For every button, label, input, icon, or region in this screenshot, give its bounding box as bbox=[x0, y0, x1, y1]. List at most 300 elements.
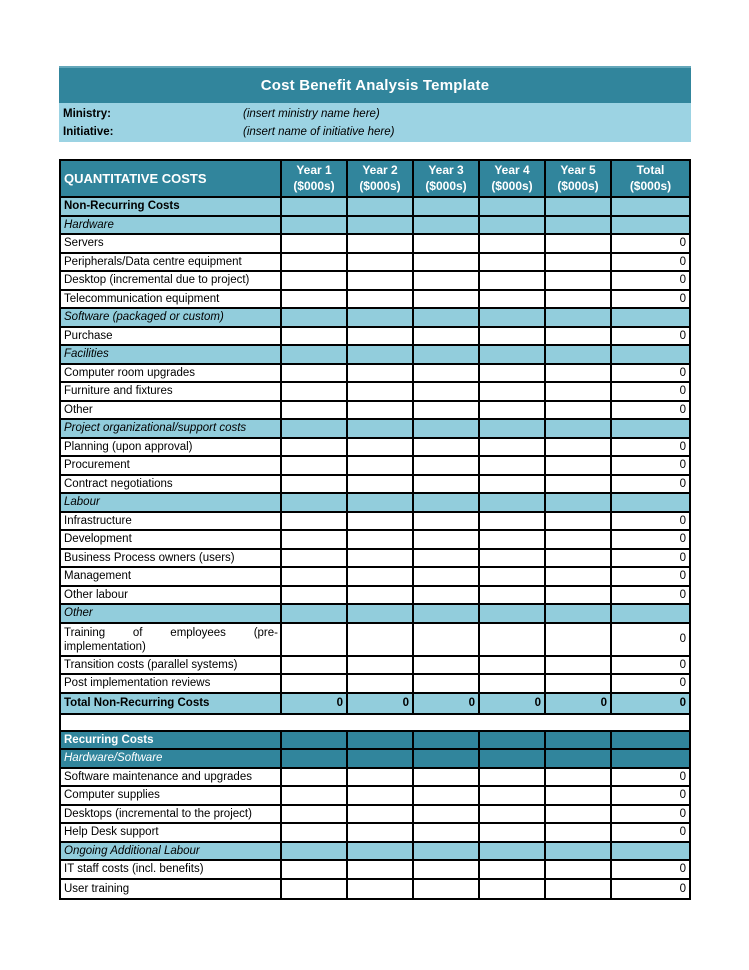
year-4-cell[interactable] bbox=[480, 476, 546, 493]
year-3-cell bbox=[414, 420, 480, 437]
year-4-cell[interactable] bbox=[480, 254, 546, 271]
row-label: Computer supplies bbox=[61, 787, 282, 804]
table-row bbox=[61, 750, 689, 769]
row-label: Infrastructure bbox=[61, 513, 282, 530]
total-cell: 0 bbox=[612, 513, 689, 530]
column-title: Year 5 bbox=[560, 162, 596, 177]
year-4-cell[interactable] bbox=[480, 824, 546, 841]
row-label: Total Non-Recurring Costs bbox=[61, 694, 282, 713]
spacer-cell bbox=[61, 715, 689, 730]
total-cell: 0 bbox=[612, 587, 689, 604]
row-label: Telecommunication equipment bbox=[61, 291, 282, 308]
year-3-cell bbox=[414, 346, 480, 363]
table-row bbox=[61, 694, 689, 715]
table-row bbox=[61, 657, 689, 676]
year-3-cell bbox=[414, 732, 480, 749]
row-label: Hardware bbox=[61, 217, 282, 234]
column-subtitle: ($000s) bbox=[491, 178, 533, 193]
year-3-cell[interactable] bbox=[414, 624, 480, 655]
row-label: Labour bbox=[61, 494, 282, 511]
year-4-cell[interactable] bbox=[480, 550, 546, 567]
year-3-cell[interactable] bbox=[414, 254, 480, 271]
year-5-cell[interactable] bbox=[546, 328, 612, 345]
year-5-cell bbox=[546, 217, 612, 234]
year-2-cell[interactable] bbox=[348, 824, 414, 841]
total-cell bbox=[612, 750, 689, 767]
year-5-cell bbox=[546, 198, 612, 215]
table-row bbox=[61, 383, 689, 402]
total-cell bbox=[612, 198, 689, 215]
year-3-cell[interactable] bbox=[414, 806, 480, 823]
row-label: Training of employees (pre-implementation) bbox=[61, 624, 282, 655]
year-1-cell[interactable] bbox=[282, 235, 348, 252]
year-5-cell[interactable] bbox=[546, 568, 612, 585]
year-3-cell[interactable] bbox=[414, 861, 480, 878]
year-2-cell[interactable] bbox=[348, 272, 414, 289]
year-1-cell[interactable] bbox=[282, 272, 348, 289]
year-1-cell[interactable] bbox=[282, 587, 348, 604]
year-3-cell[interactable] bbox=[414, 531, 480, 548]
year-4-cell bbox=[480, 732, 546, 749]
page-title: Cost Benefit Analysis Template bbox=[260, 77, 490, 94]
table-row bbox=[61, 439, 689, 458]
year-5-cell[interactable] bbox=[546, 824, 612, 841]
year-5-cell[interactable] bbox=[546, 880, 612, 899]
year-2-cell[interactable] bbox=[348, 624, 414, 655]
row-label: Desktops (incremental to the project) bbox=[61, 806, 282, 823]
year-5-cell[interactable] bbox=[546, 457, 612, 474]
year-3-cell[interactable] bbox=[414, 383, 480, 400]
year-2-cell[interactable] bbox=[348, 806, 414, 823]
column-subtitle: ($000s) bbox=[425, 178, 467, 193]
year-2-cell[interactable] bbox=[348, 675, 414, 692]
year-2-cell[interactable] bbox=[348, 513, 414, 530]
year-4-cell[interactable] bbox=[480, 402, 546, 419]
year-2-cell[interactable] bbox=[348, 476, 414, 493]
table-row bbox=[61, 328, 689, 347]
total-cell: 0 bbox=[612, 675, 689, 692]
row-label: Purchase bbox=[61, 328, 282, 345]
year-3-cell bbox=[414, 605, 480, 622]
row-label: Recurring Costs bbox=[61, 732, 282, 749]
year-5-cell bbox=[546, 750, 612, 767]
year-5-cell[interactable] bbox=[546, 365, 612, 382]
year-2-cell[interactable] bbox=[348, 457, 414, 474]
year-3-cell[interactable] bbox=[414, 235, 480, 252]
meta-band bbox=[59, 103, 691, 142]
total-cell bbox=[612, 843, 689, 860]
total-cell: 0 bbox=[612, 254, 689, 271]
year-1-cell bbox=[282, 420, 348, 437]
year-1-cell[interactable] bbox=[282, 328, 348, 345]
year-5-cell[interactable] bbox=[546, 254, 612, 271]
table-row bbox=[61, 365, 689, 384]
title-band bbox=[59, 66, 691, 103]
table-row bbox=[61, 587, 689, 606]
year-4-cell[interactable] bbox=[480, 513, 546, 530]
year-5-cell bbox=[546, 605, 612, 622]
year-4-cell[interactable] bbox=[480, 806, 546, 823]
table-row bbox=[61, 824, 689, 843]
table-row bbox=[61, 198, 689, 217]
column-title: Year 2 bbox=[362, 162, 398, 177]
table-row bbox=[61, 550, 689, 569]
year-4-cell[interactable] bbox=[480, 439, 546, 456]
total-cell bbox=[612, 309, 689, 326]
row-label: Software (packaged or custom) bbox=[61, 309, 282, 326]
total-cell: 0 bbox=[612, 694, 689, 713]
year-2-cell[interactable] bbox=[348, 328, 414, 345]
total-cell: 0 bbox=[612, 861, 689, 878]
year-3-cell bbox=[414, 843, 480, 860]
row-label: Hardware/Software bbox=[61, 750, 282, 767]
total-cell: 0 bbox=[612, 769, 689, 786]
year-2-cell bbox=[348, 217, 414, 234]
table-row bbox=[61, 217, 689, 236]
year-1-cell[interactable] bbox=[282, 657, 348, 674]
year-1-cell[interactable] bbox=[282, 769, 348, 786]
year-2-cell[interactable] bbox=[348, 383, 414, 400]
year-3-cell bbox=[414, 309, 480, 326]
total-cell bbox=[612, 217, 689, 234]
year-3-cell[interactable] bbox=[414, 513, 480, 530]
column-header-year-1 bbox=[282, 161, 348, 196]
year-5-cell bbox=[546, 494, 612, 511]
total-cell: 0 bbox=[612, 806, 689, 823]
year-4-cell[interactable] bbox=[480, 235, 546, 252]
table-row bbox=[61, 420, 689, 439]
ministry-row bbox=[59, 105, 691, 123]
column-title: Year 4 bbox=[494, 162, 530, 177]
total-cell: 0 bbox=[612, 328, 689, 345]
row-label: Other bbox=[61, 605, 282, 622]
table-row bbox=[61, 843, 689, 862]
total-cell: 0 bbox=[612, 476, 689, 493]
row-label: Contract negotiations bbox=[61, 476, 282, 493]
row-label: Project organizational/support costs bbox=[61, 420, 282, 437]
column-header-year-3 bbox=[414, 161, 480, 196]
year-1-cell bbox=[282, 494, 348, 511]
year-2-cell[interactable] bbox=[348, 880, 414, 899]
row-label: Computer room upgrades bbox=[61, 365, 282, 382]
table-row bbox=[61, 346, 689, 365]
total-cell: 0 bbox=[612, 457, 689, 474]
year-5-cell[interactable] bbox=[546, 806, 612, 823]
row-label: Development bbox=[61, 531, 282, 548]
year-3-cell[interactable] bbox=[414, 657, 480, 674]
year-5-cell[interactable] bbox=[546, 657, 612, 674]
year-4-cell: 0 bbox=[480, 694, 546, 713]
year-4-cell[interactable] bbox=[480, 880, 546, 899]
total-cell: 0 bbox=[612, 235, 689, 252]
column-header-year-5 bbox=[546, 161, 612, 196]
year-5-cell[interactable] bbox=[546, 787, 612, 804]
row-label: Furniture and fixtures bbox=[61, 383, 282, 400]
year-3-cell[interactable] bbox=[414, 880, 480, 899]
year-5-cell bbox=[546, 732, 612, 749]
year-1-cell[interactable] bbox=[282, 861, 348, 878]
total-cell: 0 bbox=[612, 365, 689, 382]
row-label: IT staff costs (incl. benefits) bbox=[61, 861, 282, 878]
table-header-label: QUANTITATIVE COSTS bbox=[61, 161, 282, 196]
row-label: Management bbox=[61, 568, 282, 585]
total-cell: 0 bbox=[612, 272, 689, 289]
year-5-cell[interactable] bbox=[546, 531, 612, 548]
year-4-cell[interactable] bbox=[480, 657, 546, 674]
year-4-cell[interactable] bbox=[480, 531, 546, 548]
year-1-cell bbox=[282, 732, 348, 749]
ministry-value-field[interactable]: (insert ministry name here) bbox=[243, 108, 380, 120]
year-3-cell[interactable] bbox=[414, 328, 480, 345]
year-4-cell bbox=[480, 217, 546, 234]
year-3-cell bbox=[414, 198, 480, 215]
total-cell: 0 bbox=[612, 568, 689, 585]
year-5-cell bbox=[546, 420, 612, 437]
year-3-cell bbox=[414, 750, 480, 767]
year-2-cell bbox=[348, 732, 414, 749]
year-5-cell[interactable] bbox=[546, 861, 612, 878]
year-1-cell[interactable] bbox=[282, 787, 348, 804]
year-2-cell bbox=[348, 605, 414, 622]
total-cell: 0 bbox=[612, 383, 689, 400]
year-1-cell[interactable] bbox=[282, 824, 348, 841]
row-label: Transition costs (parallel systems) bbox=[61, 657, 282, 674]
year-1-cell[interactable] bbox=[282, 383, 348, 400]
table-row bbox=[61, 675, 689, 694]
year-5-cell[interactable] bbox=[546, 624, 612, 655]
year-3-cell[interactable] bbox=[414, 568, 480, 585]
year-2-cell[interactable] bbox=[348, 657, 414, 674]
year-4-cell bbox=[480, 346, 546, 363]
row-label: Business Process owners (users) bbox=[61, 550, 282, 567]
year-4-cell bbox=[480, 309, 546, 326]
year-1-cell[interactable] bbox=[282, 254, 348, 271]
year-2-cell[interactable] bbox=[348, 861, 414, 878]
year-3-cell[interactable] bbox=[414, 587, 480, 604]
table-row bbox=[61, 880, 689, 899]
row-label: Peripherals/Data centre equipment bbox=[61, 254, 282, 271]
row-label: User training bbox=[61, 880, 282, 899]
year-2-cell[interactable] bbox=[348, 787, 414, 804]
year-3-cell bbox=[414, 217, 480, 234]
year-2-cell[interactable] bbox=[348, 402, 414, 419]
table-row bbox=[61, 254, 689, 273]
year-4-cell bbox=[480, 494, 546, 511]
year-5-cell[interactable] bbox=[546, 550, 612, 567]
total-cell: 0 bbox=[612, 439, 689, 456]
year-4-cell bbox=[480, 750, 546, 767]
table-row bbox=[61, 402, 689, 421]
year-3-cell: 0 bbox=[414, 694, 480, 713]
year-3-cell[interactable] bbox=[414, 476, 480, 493]
year-4-cell[interactable] bbox=[480, 328, 546, 345]
year-1-cell[interactable] bbox=[282, 513, 348, 530]
year-1-cell[interactable] bbox=[282, 476, 348, 493]
year-4-cell[interactable] bbox=[480, 787, 546, 804]
year-4-cell[interactable] bbox=[480, 365, 546, 382]
row-label: Post implementation reviews bbox=[61, 675, 282, 692]
year-2-cell bbox=[348, 420, 414, 437]
year-3-cell[interactable] bbox=[414, 550, 480, 567]
table-row bbox=[61, 494, 689, 513]
year-3-cell[interactable] bbox=[414, 769, 480, 786]
year-5-cell[interactable] bbox=[546, 383, 612, 400]
total-cell bbox=[612, 605, 689, 622]
year-2-cell: 0 bbox=[348, 694, 414, 713]
year-5-cell bbox=[546, 843, 612, 860]
year-2-cell[interactable] bbox=[348, 291, 414, 308]
year-2-cell bbox=[348, 843, 414, 860]
year-3-cell[interactable] bbox=[414, 365, 480, 382]
row-label: Servers bbox=[61, 235, 282, 252]
column-header-year-2 bbox=[348, 161, 414, 196]
year-5-cell[interactable] bbox=[546, 513, 612, 530]
row-label: Software maintenance and upgrades bbox=[61, 769, 282, 786]
row-label: Facilities bbox=[61, 346, 282, 363]
year-4-cell[interactable] bbox=[480, 568, 546, 585]
year-4-cell bbox=[480, 843, 546, 860]
column-subtitle: ($000s) bbox=[359, 178, 401, 193]
year-1-cell[interactable] bbox=[282, 291, 348, 308]
total-cell: 0 bbox=[612, 550, 689, 567]
table-row bbox=[61, 732, 689, 751]
table-row bbox=[61, 605, 689, 624]
year-2-cell[interactable] bbox=[348, 365, 414, 382]
year-2-cell bbox=[348, 750, 414, 767]
total-cell: 0 bbox=[679, 633, 686, 645]
total-cell: 0 bbox=[612, 824, 689, 841]
year-2-cell[interactable] bbox=[348, 439, 414, 456]
year-5-cell[interactable] bbox=[546, 402, 612, 419]
year-1-cell[interactable] bbox=[282, 568, 348, 585]
year-4-cell[interactable] bbox=[480, 272, 546, 289]
table-header-row bbox=[61, 161, 689, 198]
document-page bbox=[59, 66, 691, 900]
total-cell: 0 bbox=[612, 787, 689, 804]
year-1-cell[interactable] bbox=[282, 439, 348, 456]
table-row bbox=[61, 235, 689, 254]
year-5-cell[interactable] bbox=[546, 769, 612, 786]
total-cell: 0 bbox=[612, 402, 689, 419]
year-4-cell[interactable] bbox=[480, 457, 546, 474]
year-4-cell bbox=[480, 198, 546, 215]
column-subtitle: ($000s) bbox=[293, 178, 335, 193]
year-5-cell[interactable] bbox=[546, 291, 612, 308]
table-row bbox=[61, 531, 689, 550]
year-2-cell bbox=[348, 309, 414, 326]
row-label: Procurement bbox=[61, 457, 282, 474]
table-row bbox=[61, 787, 689, 806]
year-4-cell[interactable] bbox=[480, 383, 546, 400]
year-2-cell[interactable] bbox=[348, 531, 414, 548]
year-1-cell[interactable] bbox=[282, 624, 348, 655]
year-4-cell[interactable] bbox=[480, 675, 546, 692]
year-1-cell[interactable] bbox=[282, 402, 348, 419]
column-title: Year 3 bbox=[428, 162, 464, 177]
table-row bbox=[61, 309, 689, 328]
year-1-cell bbox=[282, 750, 348, 767]
row-label: Help Desk support bbox=[61, 824, 282, 841]
column-title: Year 1 bbox=[296, 162, 332, 177]
year-5-cell[interactable] bbox=[546, 272, 612, 289]
year-3-cell[interactable] bbox=[414, 824, 480, 841]
year-1-cell[interactable] bbox=[282, 806, 348, 823]
year-3-cell[interactable] bbox=[414, 457, 480, 474]
year-2-cell[interactable] bbox=[348, 568, 414, 585]
total-cell: 0 bbox=[612, 880, 689, 899]
table-row bbox=[61, 568, 689, 587]
table-row bbox=[61, 806, 689, 825]
year-4-cell[interactable] bbox=[480, 587, 546, 604]
quantitative-costs-table bbox=[59, 159, 691, 900]
table-row bbox=[61, 513, 689, 532]
year-1-cell[interactable] bbox=[282, 880, 348, 899]
year-2-cell[interactable] bbox=[348, 769, 414, 786]
table-row bbox=[61, 291, 689, 310]
total-cell bbox=[612, 494, 689, 511]
year-4-cell bbox=[480, 420, 546, 437]
year-4-cell[interactable] bbox=[480, 291, 546, 308]
year-3-cell[interactable] bbox=[414, 439, 480, 456]
year-1-cell[interactable] bbox=[282, 531, 348, 548]
year-5-cell[interactable] bbox=[546, 476, 612, 493]
year-3-cell bbox=[414, 494, 480, 511]
year-2-cell[interactable] bbox=[348, 550, 414, 567]
column-subtitle: ($000s) bbox=[629, 178, 672, 193]
column-subtitle: ($000s) bbox=[557, 178, 599, 193]
year-5-cell[interactable] bbox=[546, 587, 612, 604]
year-3-cell[interactable] bbox=[414, 675, 480, 692]
year-5-cell bbox=[546, 346, 612, 363]
year-1-cell bbox=[282, 309, 348, 326]
year-2-cell[interactable] bbox=[348, 235, 414, 252]
year-2-cell[interactable] bbox=[348, 254, 414, 271]
table-row bbox=[61, 476, 689, 495]
year-1-cell bbox=[282, 346, 348, 363]
year-1-cell[interactable] bbox=[282, 457, 348, 474]
year-3-cell[interactable] bbox=[414, 291, 480, 308]
year-2-cell[interactable] bbox=[348, 587, 414, 604]
year-1-cell[interactable] bbox=[282, 675, 348, 692]
year-3-cell[interactable] bbox=[414, 272, 480, 289]
initiative-label: Initiative: bbox=[63, 126, 114, 138]
year-3-cell[interactable] bbox=[414, 787, 480, 804]
year-5-cell[interactable] bbox=[546, 439, 612, 456]
initiative-row bbox=[59, 123, 691, 141]
total-cell bbox=[612, 420, 689, 437]
year-4-cell[interactable] bbox=[480, 769, 546, 786]
year-1-cell bbox=[282, 605, 348, 622]
year-1-cell[interactable] bbox=[282, 365, 348, 382]
row-label: Ongoing Additional Labour bbox=[61, 843, 282, 860]
year-1-cell[interactable] bbox=[282, 550, 348, 567]
year-3-cell[interactable] bbox=[414, 402, 480, 419]
year-4-cell[interactable] bbox=[480, 861, 546, 878]
total-cell: 0 bbox=[612, 291, 689, 308]
year-4-cell[interactable] bbox=[480, 624, 546, 655]
ministry-label: Ministry: bbox=[63, 108, 111, 120]
row-label: Other labour bbox=[61, 587, 282, 604]
year-5-cell[interactable] bbox=[546, 675, 612, 692]
year-1-cell: 0 bbox=[282, 694, 348, 713]
year-2-cell bbox=[348, 346, 414, 363]
year-2-cell bbox=[348, 494, 414, 511]
row-label: Planning (upon approval) bbox=[61, 439, 282, 456]
year-5-cell[interactable] bbox=[546, 235, 612, 252]
row-label: Desktop (incremental due to project) bbox=[61, 272, 282, 289]
initiative-value-field[interactable]: (insert name of initiative here) bbox=[243, 126, 395, 138]
table-row bbox=[61, 624, 689, 657]
